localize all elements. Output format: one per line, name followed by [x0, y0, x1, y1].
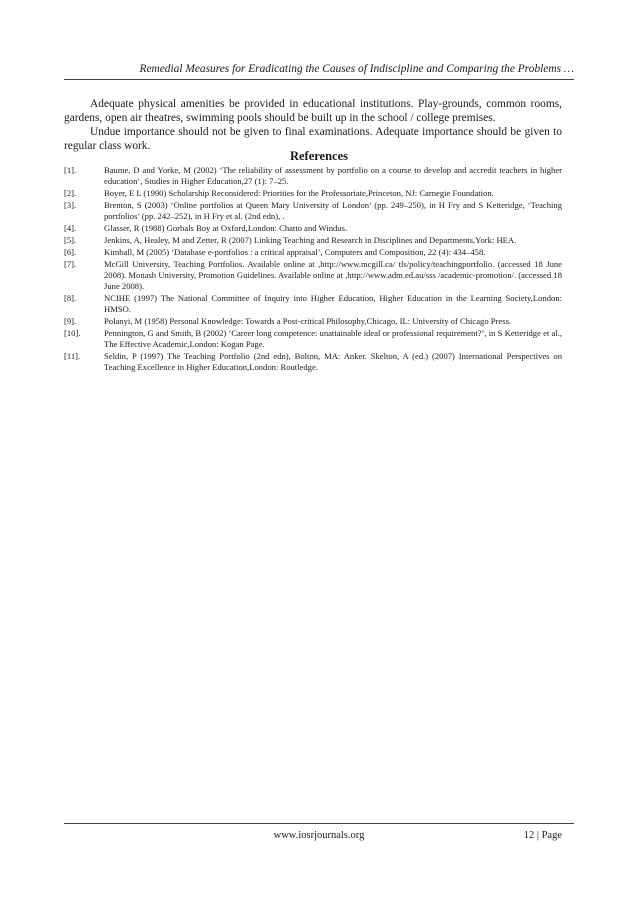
- reference-item: [64, 293, 562, 315]
- references-list: [64, 165, 562, 374]
- reference-text: Boyer, E L (1990) Scholarship Reconsidered: Priorities for the Professoriate,Princeton, NJ: Carnegie Foundation.: [104, 188, 494, 198]
- reference-number: [8].: [64, 293, 77, 303]
- reference-text: Brenton, S (2003) ‘Online portfolios at Queen Mary University of London’ (pp. 249–250), in H Fry and S Ketteridge, ‘Teaching portfolios’ (pp. 242–252), in H Fry et al. (2nd edn), .: [104, 200, 562, 221]
- header-rule: [64, 79, 574, 80]
- reference-text: Polanyi, M (1958) Personal Knowledge: Towards a Post-critical Philosophy,Chicago, IL: University of Chicago Press.: [104, 316, 512, 326]
- reference-text: Jenkins, A, Healey, M and Zetter, R (2007) Linking Teaching and Research in Disciplines and Departments,York: HEA.: [104, 235, 517, 245]
- reference-item: [64, 223, 562, 234]
- reference-number: [9].: [64, 316, 77, 326]
- body-paragraph: Undue importance should not be given to final examinations. Adequate importance should be given to regular class work.: [64, 126, 562, 153]
- reference-number: [1].: [64, 165, 77, 175]
- reference-item: [64, 200, 562, 222]
- reference-item: [64, 235, 562, 246]
- reference-text: McGill University, Teaching Portfolios. Available online at ,http://www.mcgill.ca/ tls/policy/teachingportfolio. (accessed 18 June 2008). Monash University, Promotion Guidelines. Available online at ,http://www.adm.ed.au/sss /academic-promotion/. (accessed 18 June 2008).: [104, 259, 562, 291]
- reference-number: [6].: [64, 247, 77, 257]
- footer-page-number: 12 | Page: [523, 830, 562, 841]
- reference-text: Seldin, P (1997) The Teaching Portfolio (2nd edn), Bolton, MA: Anker. Skelton, A (ed.) (2007) International Perspectives on Teaching Excellence in Higher Education,London: Routledge.: [104, 351, 562, 372]
- reference-item: [64, 328, 562, 350]
- reference-text: NCIHE (1997) The National Committee of Inquiry into Higher Education, Higher Education in the Learning Society,London: HMSO.: [104, 293, 562, 314]
- reference-item: [64, 351, 562, 373]
- references-heading: References: [289, 149, 349, 163]
- reference-number: [11].: [64, 351, 81, 361]
- reference-text: Baume, D and Yorke, M (2002) ‘The reliability of assessment by portfolio on a course to develop and accredit teachers in higher education’, Studies in Higher Education,27 (1): 7–25.: [104, 165, 562, 186]
- reference-number: [2].: [64, 188, 77, 198]
- reference-number: [3].: [64, 200, 77, 210]
- footer-website: www.iosrjournals.org: [273, 830, 365, 841]
- footer-rule: [64, 823, 574, 824]
- reference-item: [64, 316, 562, 327]
- reference-item: [64, 165, 562, 187]
- reference-text: Kimball, M (2005) ‘Database e-portfolios : a critical appraisal’, Computers and Composition, 22 (4): 434–458.: [104, 247, 486, 257]
- reference-text: Pennington, G and Smith, B (2002) ‘Career long competence: unattainable ideal or professional requirement?’, in S Ketteridge et al., The Effective Academic,London: Kogan Page.: [104, 328, 562, 349]
- body-paragraph: Adequate physical amenities be provided in educational institutions. Play-grounds, common rooms, gardens, open air theatres, swimming pools should be built up in the school / college premises.: [64, 98, 562, 125]
- reference-number: [7].: [64, 259, 77, 269]
- reference-item: [64, 247, 562, 258]
- reference-number: [5].: [64, 235, 77, 245]
- reference-text: Glasser, R (1988) Gorbals Boy at Oxford,London: Chatto and Windus.: [104, 223, 348, 233]
- reference-number: [10].: [64, 328, 81, 338]
- reference-item: [64, 188, 562, 199]
- reference-number: [4].: [64, 223, 77, 233]
- running-header: Remedial Measures for Eradicating the Causes of Indiscipline and Comparing the Problems …: [139, 63, 574, 75]
- reference-item: [64, 259, 562, 292]
